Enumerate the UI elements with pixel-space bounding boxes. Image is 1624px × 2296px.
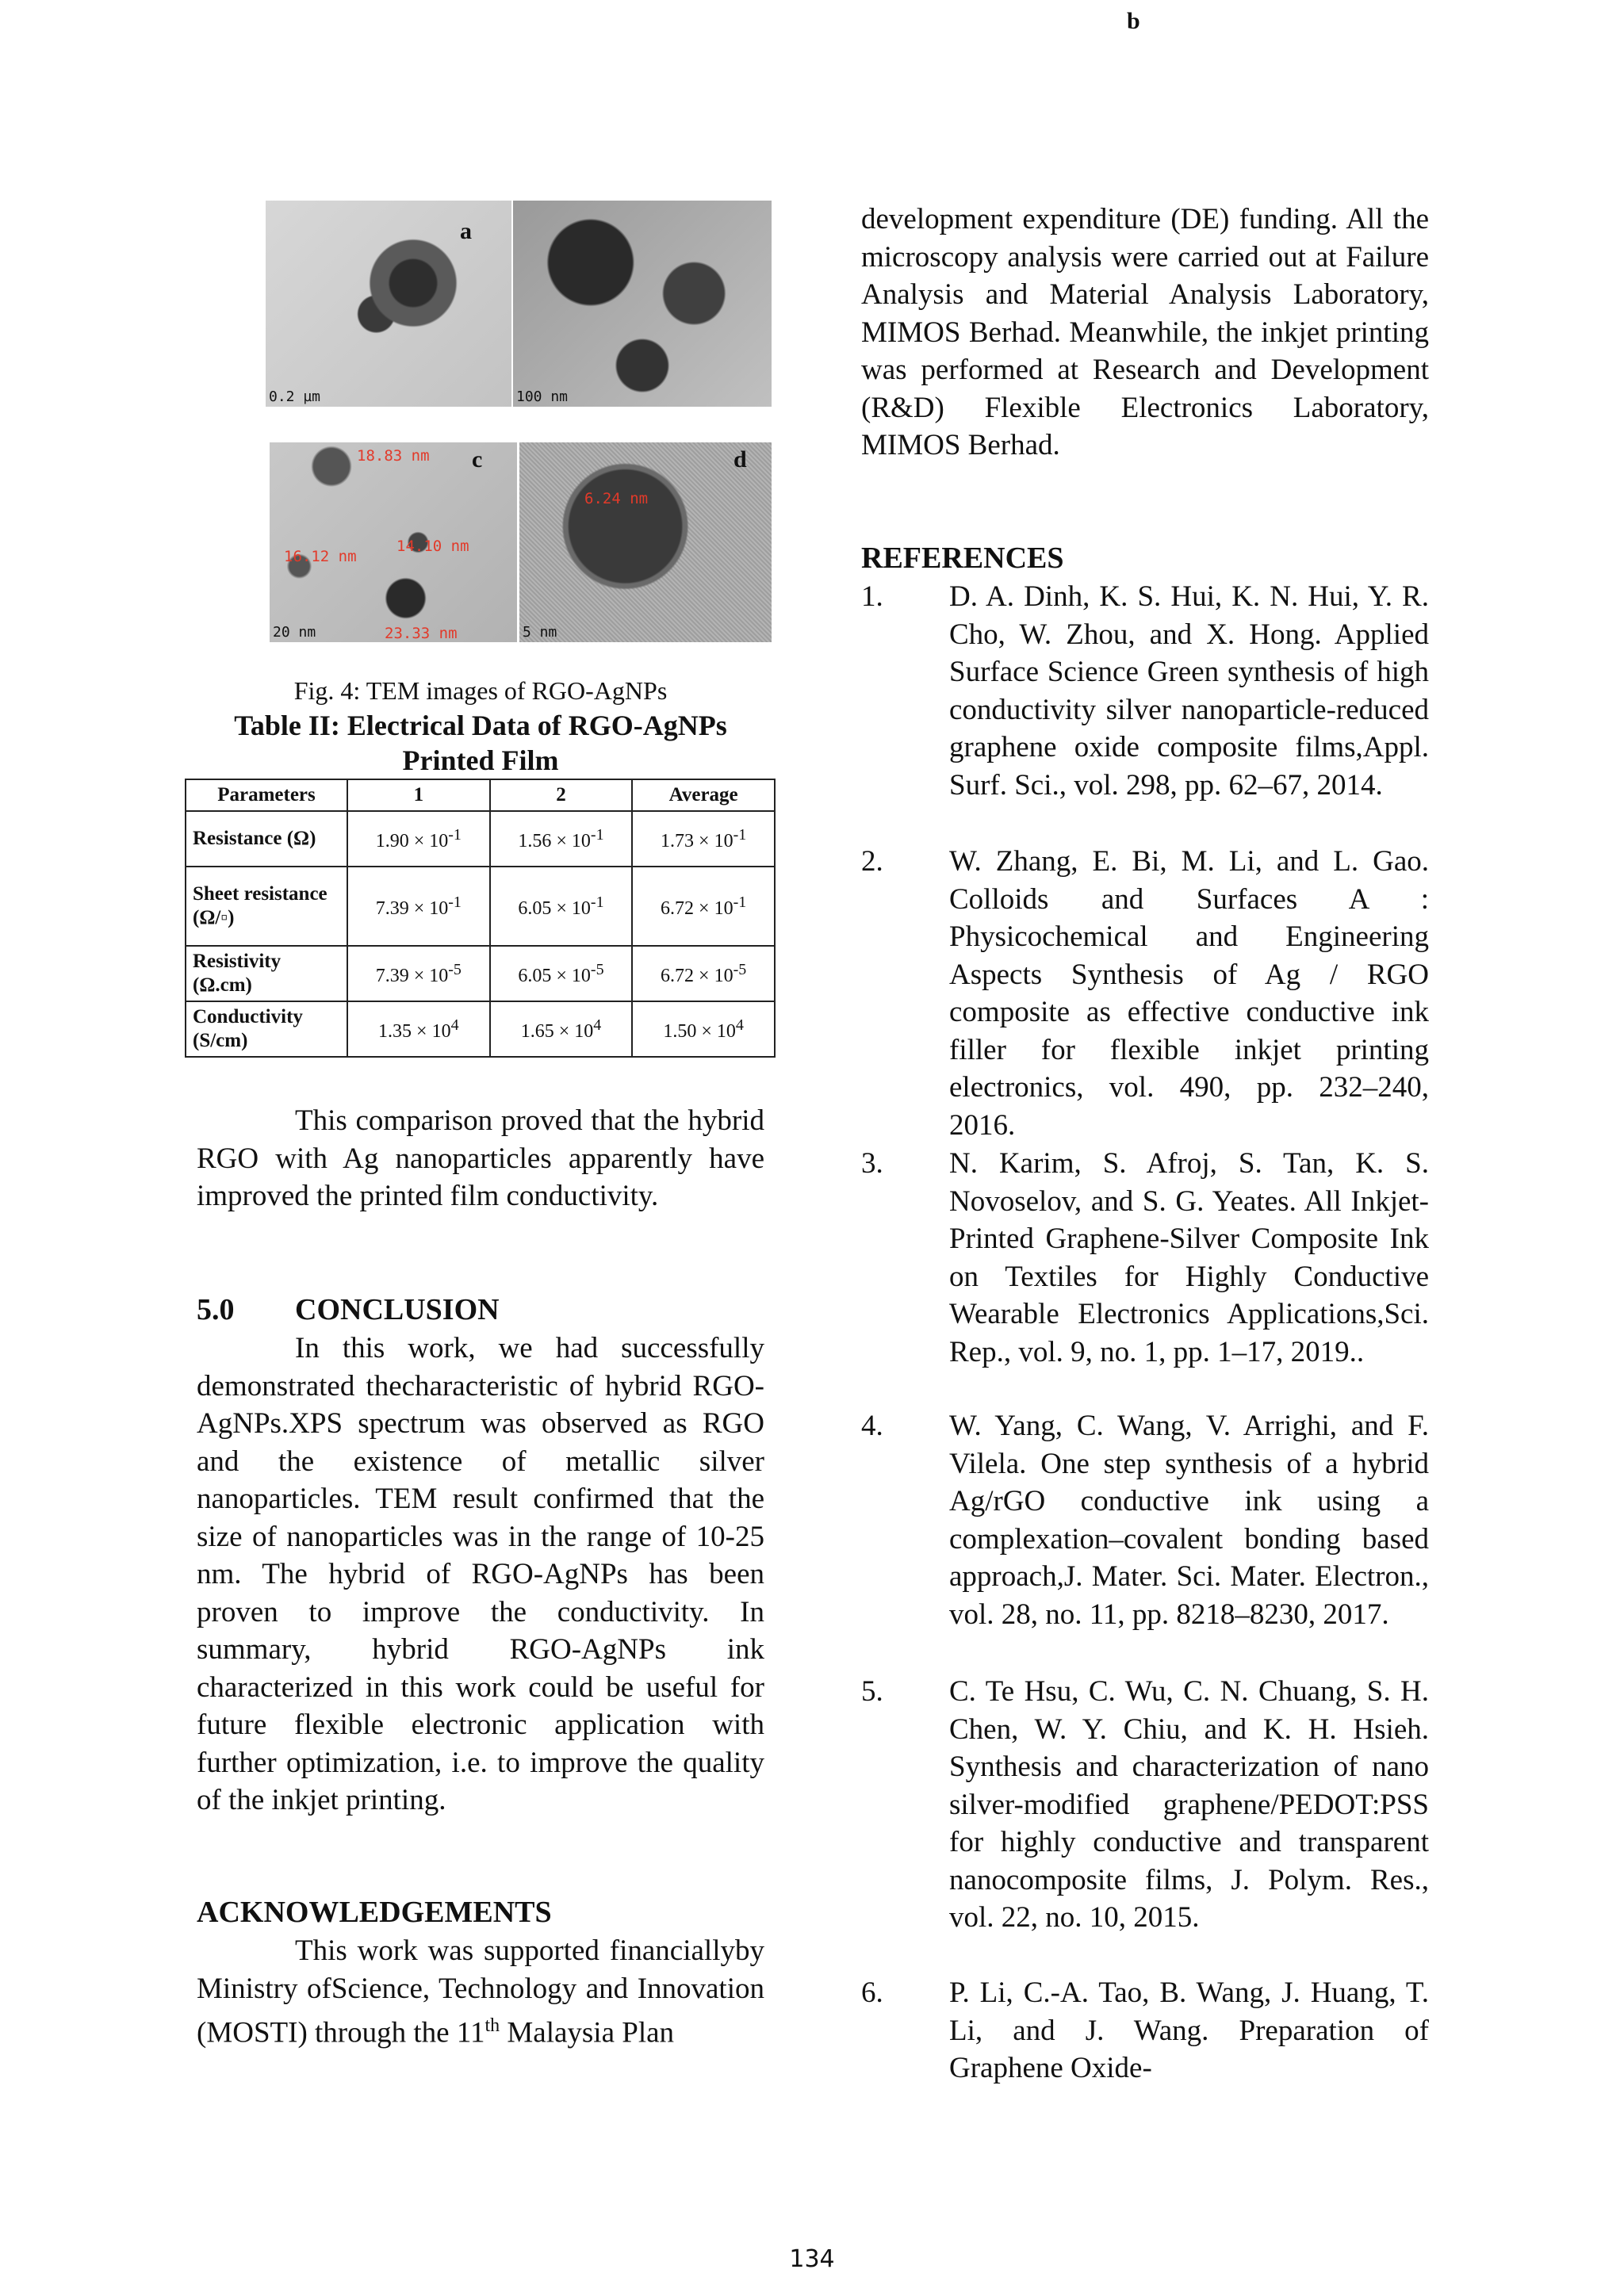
comparison-paragraph: This comparison proved that the hybrid RGO with Ag nanoparticles apparently have improved the printed film conductivity. [197, 1104, 764, 1212]
table-cell: $6.05 \times 10^{-5}$ [490, 946, 633, 1001]
reference-text: D. A. Dinh, K. S. Hui, K. N. Hui, Y. R. Cho, W. Zhou, and X. Hong. Applied Surface Science Green synthesis of high conductivity silver nanoparticle-reduced graphene oxide composite films,Appl. Surf. Sci., vol. 298, pp. 62–67, 2014. [949, 580, 1429, 802]
table-header: 2 [490, 779, 633, 811]
measurement-label: 14.10 nm [396, 538, 469, 555]
table-title: Table II: Electrical Data of RGO-AgNPs Printed Film [234, 710, 727, 776]
table-row [186, 867, 775, 946]
section-number: 5.0 [197, 1293, 235, 1326]
reference-number: 3. [861, 1147, 883, 1180]
panel-label: a [460, 218, 472, 244]
table-header: Parameters [186, 779, 347, 811]
tem-panel-a [266, 201, 511, 407]
electrical-data-table [185, 779, 776, 1058]
table-cell: $1.56 \times 10^{-1}$ [490, 811, 633, 867]
reference-text: C. Te Hsu, C. Wu, C. N. Chuang, S. H. Chen, W. Y. Chiu, and K. H. Hsieh. Synthesis and characterization of nano silver-modified graphene/PEDOT:PSS for highly conductive and transparent nanocomposite films, J. Polym. Res., vol. 22, no. 10, 2015. [949, 1675, 1429, 1934]
reference-item [861, 1974, 1429, 2087]
table-header-row [186, 779, 775, 811]
table-cell: $1.35 \times 10^4$ [347, 1001, 490, 1057]
reference-item [861, 843, 1429, 1144]
table-cell: $6.72 \times 10^{-1}$ [632, 867, 775, 946]
acknowledgements-heading: ACKNOWLEDGEMENTS [197, 1896, 552, 1929]
scale-bar-label: 20 nm [273, 624, 316, 641]
table-row [186, 811, 775, 867]
scale-bar-label: 0.2 µm [269, 388, 321, 405]
table-header: 1 [347, 779, 490, 811]
table-header: Average [632, 779, 775, 811]
reference-item [861, 1673, 1429, 1937]
reference-text: N. Karim, S. Afroj, S. Tan, K. S. Novoselov, and S. G. Yeates. All Inkjet-Printed Graphene-Silver Composite Ink on Textiles for Highly Conductive Wearable Electronics Applications,Sci. Rep., vol. 9, no. 1, pp. 1–17, 2019.. [949, 1147, 1429, 1368]
reference-item [861, 578, 1429, 804]
table-cell: $1.50 \times 10^4$ [632, 1001, 775, 1057]
tem-panel-b [513, 201, 772, 407]
reference-text: W. Yang, C. Wang, V. Arrighi, and F. Vilela. One step synthesis of a hybrid Ag/rGO conductive ink using a complexation–covalent bonding based approach,J. Mater. Sci. Mater. Electron., vol. 28, no. 11, pp. 8218–8230, 2017. [949, 1410, 1429, 1631]
reference-number: 5. [861, 1675, 883, 1708]
table-cell: $1.73 \times 10^{-1}$ [632, 811, 775, 867]
page-number: 134 [789, 2245, 835, 2273]
reference-number: 1. [861, 580, 883, 613]
reference-number: 6. [861, 1976, 883, 2009]
section-title: CONCLUSION [295, 1293, 500, 1326]
table-cell: $7.39 \times 10^{-1}$ [347, 867, 490, 946]
reference-text: W. Zhang, E. Bi, M. Li, and L. Gao. Colloids and Surfaces A : Physicochemical and Engineering Aspects Synthesis of Ag / RGO composite as effective conductive ink filler for flexible inkjet printing electronics, vol. 490, pp. 232–240, 2016. [949, 845, 1429, 1142]
table-cell-param: Resistance (Ω) [186, 811, 347, 867]
acknowledgements-continuation: development expenditure (DE) funding. All the microscopy analysis were carried out at Failure Analysis and Material Analysis Laboratory, MIMOS Berhad. Meanwhile, the inkjet printing was performed at Research and Development (R&D) Flexible Electronics Laboratory, MIMOS Berhad. [861, 203, 1429, 461]
table-cell-param: Sheet resistance (Ω/▫) [186, 867, 347, 946]
figure-caption: Fig. 4: TEM images of RGO-AgNPs [293, 676, 668, 705]
reference-item [861, 1407, 1429, 1633]
references-heading: REFERENCES [861, 541, 1064, 575]
measurement-label: 16.12 nm [284, 548, 357, 565]
table-cell-param: Resistivity (Ω.cm) [186, 946, 347, 1001]
table-cell-param: Conductivity (S/cm) [186, 1001, 347, 1057]
table-row [186, 1001, 775, 1057]
reference-number: 2. [861, 845, 883, 878]
table-cell: $1.90 \times 10^{-1}$ [347, 811, 490, 867]
measurement-label: 18.83 nm [357, 447, 430, 465]
panel-label: b [1127, 8, 1140, 34]
acknowledgements-paragraph: This work was supported financiallyby Ministry ofScience, Technology and Innovation (MOSTI) through the 11th Malaysia Plan [197, 1934, 764, 2049]
measurement-label: 6.24 nm [584, 490, 649, 507]
tem-panel-c [270, 442, 517, 642]
conclusion-paragraph: In this work, we had successfully demonstrated thecharacteristic of hybrid RGO-AgNPs.XPS spectrum was observed as RGO and the existence of metallic silver nanoparticles. TEM result confirmed that the size of nanoparticles was in the range of 10-25 nm. The hybrid of RGO-AgNPs has been proven to improve the conductivity. In summary, hybrid RGO-AgNPs ink characterized in this work could be useful for future flexible electronic application with further optimization, i.e. to improve the quality of the inkjet printing. [197, 1332, 764, 1816]
table-cell: $1.65 \times 10^4$ [490, 1001, 633, 1057]
measurement-label: 23.33 nm [385, 625, 458, 642]
reference-number: 4. [861, 1410, 883, 1442]
tem-panel-d [519, 442, 772, 642]
table-cell: $6.05 \times 10^{-1}$ [490, 867, 633, 946]
scale-bar-label: 100 nm [516, 388, 569, 405]
panel-label: c [472, 446, 483, 473]
reference-item [861, 1145, 1429, 1371]
reference-text: P. Li, C.-A. Tao, B. Wang, J. Huang, T. Li, and J. Wang. Preparation of Graphene Oxide- [949, 1976, 1429, 2084]
scale-bar-label: 5 nm [523, 624, 557, 641]
panel-label: d [733, 446, 747, 473]
conclusion-heading [197, 1292, 500, 1327]
table-cell: $7.39 \times 10^{-5}$ [347, 946, 490, 1001]
table-row [186, 946, 775, 1001]
table-cell: $6.72 \times 10^{-5}$ [632, 946, 775, 1001]
